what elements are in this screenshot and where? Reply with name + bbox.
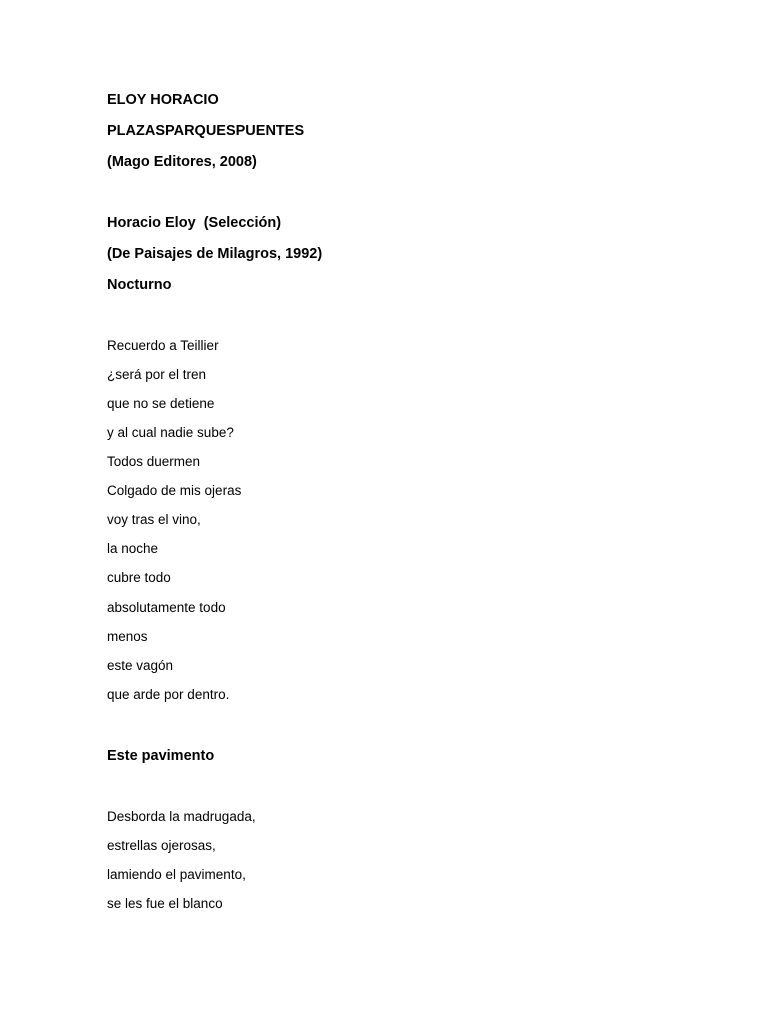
publisher-info: (Mago Editores, 2008)	[107, 154, 257, 170]
selection-source: (De Paisajes de Milagros, 1992)	[107, 246, 323, 262]
selection-title: Horacio Eloy (Selección)	[107, 215, 282, 231]
poem-line: voy tras el vino,	[107, 512, 201, 527]
poem-line: lamiendo el pavimento,	[107, 867, 246, 882]
poem-line: y al cual nadie sube?	[107, 425, 234, 440]
poem-title: Nocturno	[107, 277, 172, 293]
poem-line: absolutamente todo	[107, 600, 226, 615]
poem-line: Recuerdo a Teillier	[107, 338, 219, 353]
poem-line: este vagón	[107, 658, 174, 673]
poem-line: se les fue el blanco	[107, 896, 223, 911]
author-name: ELOY HORACIO	[107, 92, 219, 108]
book-title: PLAZASPARQUESPUENTES	[107, 123, 305, 139]
poem-line: ¿será por el tren	[107, 367, 207, 382]
poem-line: que no se detiene	[107, 396, 215, 411]
poem-line: Todos duermen	[107, 454, 201, 469]
poem-line: cubre todo	[107, 570, 171, 585]
poem-line: Colgado de mis ojeras	[107, 483, 242, 498]
poem-line: la noche	[107, 541, 159, 556]
poem-line: Desborda la madrugada,	[107, 809, 256, 824]
poem-line: que arde por dentro.	[107, 687, 230, 702]
poem-line: menos	[107, 629, 148, 644]
poem-line: estrellas ojerosas,	[107, 838, 216, 853]
poem-title: Este pavimento	[107, 748, 215, 764]
